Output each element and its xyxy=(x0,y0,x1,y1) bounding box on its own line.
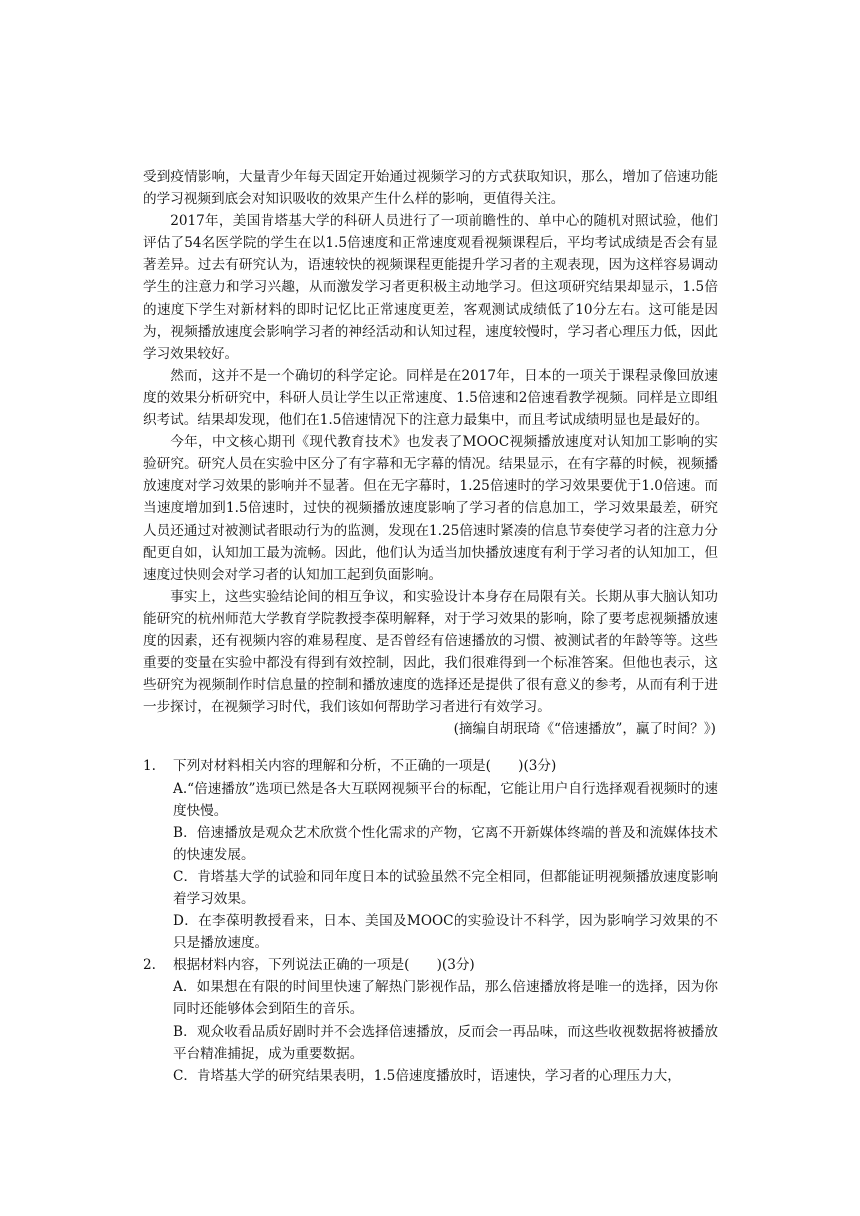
article-paragraph: 然而，这并不是一个确切的科学定论。同样是在2017年，日本的一项关于课程录像回放速度的效果分析研究中，科研人员让学生以正常速度、1.5倍速和2倍速看教学视频。同样是立即组织考试。结果却发现，他们在1.5倍速情况下的注意力最集中，而且考试成绩明显也是最好的。 xyxy=(143,367,718,429)
document-body xyxy=(143,166,718,1087)
option-a: A．如果想在有限的时间里快速了解热门影视作品，那么倍速播放将是唯一的选择，因为你同时还能够体会到陌生的音乐。 xyxy=(173,979,718,1018)
option-c: C．肯塔基大学的试验和同年度日本的试验虽然不完全相同，但都能证明视频播放速度影响着学习效果。 xyxy=(173,868,718,907)
question-stem: 下列对材料相关内容的理解和分析，不正确的一项是( )(3分) xyxy=(173,758,557,775)
article-paragraph: 2017年，美国肯塔基大学的科研人员进行了一项前瞻性的、单中心的随机对照试验，他们评估了54名医学院的学生在以1.5倍速度和正常速度观看视频课程后，平均考试成绩是否会有显著差异。过去有研究认为，语速较快的视频课程更能提升学习者的主观表现，因为这样容易调动学生的注意力和学习兴趣，从而激发学习者更积极主动地学习。但这项研究结果却显示，1.5倍的速度下学生对新材料的即时记忆比正常速度更差，客观测试成绩低了10分左右。这可能是因为，视频播放速度会影响学习者的神经活动和认知过程，速度较慢时，学习者心理压力低，因此学习效果较好。 xyxy=(143,213,718,362)
article-paragraph: 事实上，这些实验结论间的相互争议，和实验设计本身存在局限有关。长期从事大脑认知功能研究的杭州师范大学教育学院教授李葆明解释，对于学习效果的影响，除了要考虑视频播放速度的因素，还有视频内容的难易程度、是否曾经有倍速播放的习惯、被测试者的年龄等等。这些重要的变量在实验中都没有得到有效控制，因此，我们很难得到一个标准答案。但他也表示，这些研究为视频制作时信息量的控制和播放速度的选择还是提供了很有意义的参考，从而有利于进一步探讨，在视频学习时代，我们该如何帮助学习者进行有效学习。 xyxy=(143,588,718,716)
option-b: B．倍速播放是观众艺术欣赏个性化需求的产物，它离不开新媒体终端的普及和流媒体技术的快速发展。 xyxy=(173,824,718,863)
option-d: D．在李葆明教授看来，日本、美国及MOOC的实验设计不科学，因为影响学习效果的不只是播放速度。 xyxy=(173,913,718,952)
question-2 xyxy=(143,954,718,1087)
question-1 xyxy=(143,755,718,954)
option-c: C．肯塔基大学的研究结果表明，1.5倍速度播放时，语速快，学习者的心理压力大， xyxy=(173,1067,681,1084)
question-number: 2. xyxy=(143,957,156,974)
article-paragraph: 受到疫情影响，大量青少年每天固定开始通过视频学习的方式获取知识，那么，增加了倍速功能的学习视频到底会对知识吸收的效果产生什么样的影响，更值得关注。 xyxy=(143,169,718,208)
question-stem: 根据材料内容，下列说法正确的一项是( )(3分) xyxy=(173,957,475,974)
article xyxy=(143,166,718,740)
article-paragraph: 今年，中文核心期刊《现代教育技术》也发表了MOOC视频播放速度对认知加工影响的实验研究。研究人员在实验中区分了有字幕和无字幕的情况。结果显示，在有字幕的时候，视频播放速度对学习效果的影响并不显著。但在无字幕时，1.25倍速时的学习效果要优于1.0倍速。而当速度增加到1.5倍速时，过快的视频播放速度影响了学习者的信息加工，学习效果最差，研究人员还通过对被测试者眼动行为的监测，发现在1.25倍速时紧凑的信息节奏使学习者的注意力分配更自如，认知加工最为流畅。因此，他们认为适当加快播放速度有利于学习者的认知加工，但速度过快则会对学习者的认知加工起到负面影响。 xyxy=(143,434,718,583)
question-list xyxy=(143,755,718,1086)
article-source: (摘编自胡珉琦《“倍速播放”，赢了时间？》) xyxy=(453,721,716,738)
option-a: A.“倍速播放”选项已然是各大互联网视频平台的标配，它能让用户自行选择观看视频时的速度快慢。 xyxy=(173,780,718,819)
question-number: 1. xyxy=(143,758,156,775)
option-b: B．观众收看品质好剧时并不会选择倍速播放，反而会一再品味，而这些收视数据将被播放平台精准捕捉，成为重要数据。 xyxy=(173,1023,718,1062)
